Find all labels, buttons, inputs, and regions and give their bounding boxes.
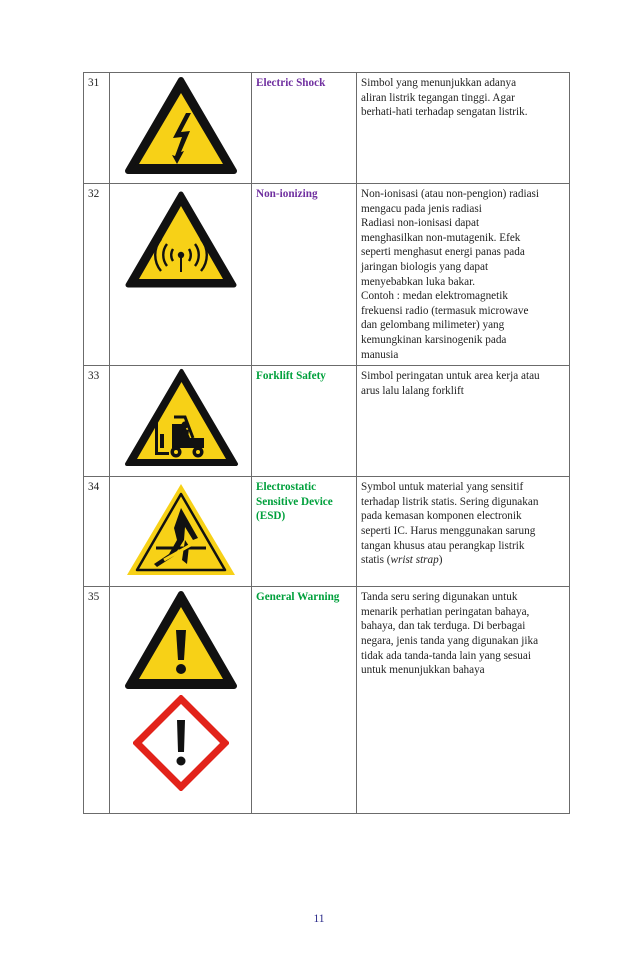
symbol-description: Simbol yang menunjukkan adanya aliran listrik tegangan tinggi. Agar berhati-hati terhadap sengatan listrik. [357, 73, 570, 184]
symbol-description: Tanda seru sering digunakan untuk menarik perhatian peringatan bahaya, bahaya, dan tak terduga. Di berbagai negara, jenis tanda yang digunakan jika tidak ada tanda-tanda lain yang sesuai untuk menunjukkan bahaya [357, 587, 570, 814]
table-row [84, 587, 570, 814]
symbol-cell [110, 366, 252, 477]
symbol-cell [110, 73, 252, 184]
symbol-name: Electrostatic Sensitive Device (ESD) [252, 477, 357, 587]
table-row [84, 73, 570, 184]
table-row [84, 477, 570, 587]
electric-shock-icon [124, 76, 238, 175]
row-number: 32 [84, 184, 110, 366]
hazard-symbol-table [83, 72, 570, 814]
row-number: 33 [84, 366, 110, 477]
row-number: 35 [84, 587, 110, 814]
non-ionizing-radiation-icon [125, 191, 237, 289]
page-number: 11 [313, 913, 325, 925]
symbol-description: Non-ionisasi (atau non-pengion) radiasi mengacu pada jenis radiasi Radiasi non-ionisasi dapat menghasilkan non-mutagenik. Efek seperti menghasut energi panas pada jaringan biologis yang dapat menyebabkan luka bakar. Contoh : medan elektromagnetik frekuensi radio (termasuk microwave dan gelombang milimeter) yang kemungkinan karsinogenik pada manusia [357, 184, 570, 366]
symbol-description: Simbol peringatan untuk area kerja atau arus lalu lalang forklift [357, 366, 570, 477]
symbol-cell [110, 184, 252, 366]
ghs-exclamation-icon [133, 695, 229, 791]
esd-icon [124, 480, 238, 579]
table-row [84, 366, 570, 477]
row-number: 34 [84, 477, 110, 587]
symbol-description: Symbol untuk material yang sensitif terhadap listrik statis. Sering digunakan pada kemasan komponen electronik seperti IC. Harus menggunakan sarung tangan khusus atau perangkap listrik statis (wrist strap) [357, 477, 570, 587]
general-warning-icon [124, 590, 238, 690]
forklift-icon [124, 368, 239, 468]
table-row [84, 184, 570, 366]
symbol-cell [110, 587, 252, 814]
row-number: 31 [84, 73, 110, 184]
symbol-name: Forklift Safety [252, 366, 357, 477]
symbol-name: Electric Shock [252, 73, 357, 184]
symbol-name: Non-ionizing [252, 184, 357, 366]
symbol-cell [110, 477, 252, 587]
symbol-name: General Warning [252, 587, 357, 814]
